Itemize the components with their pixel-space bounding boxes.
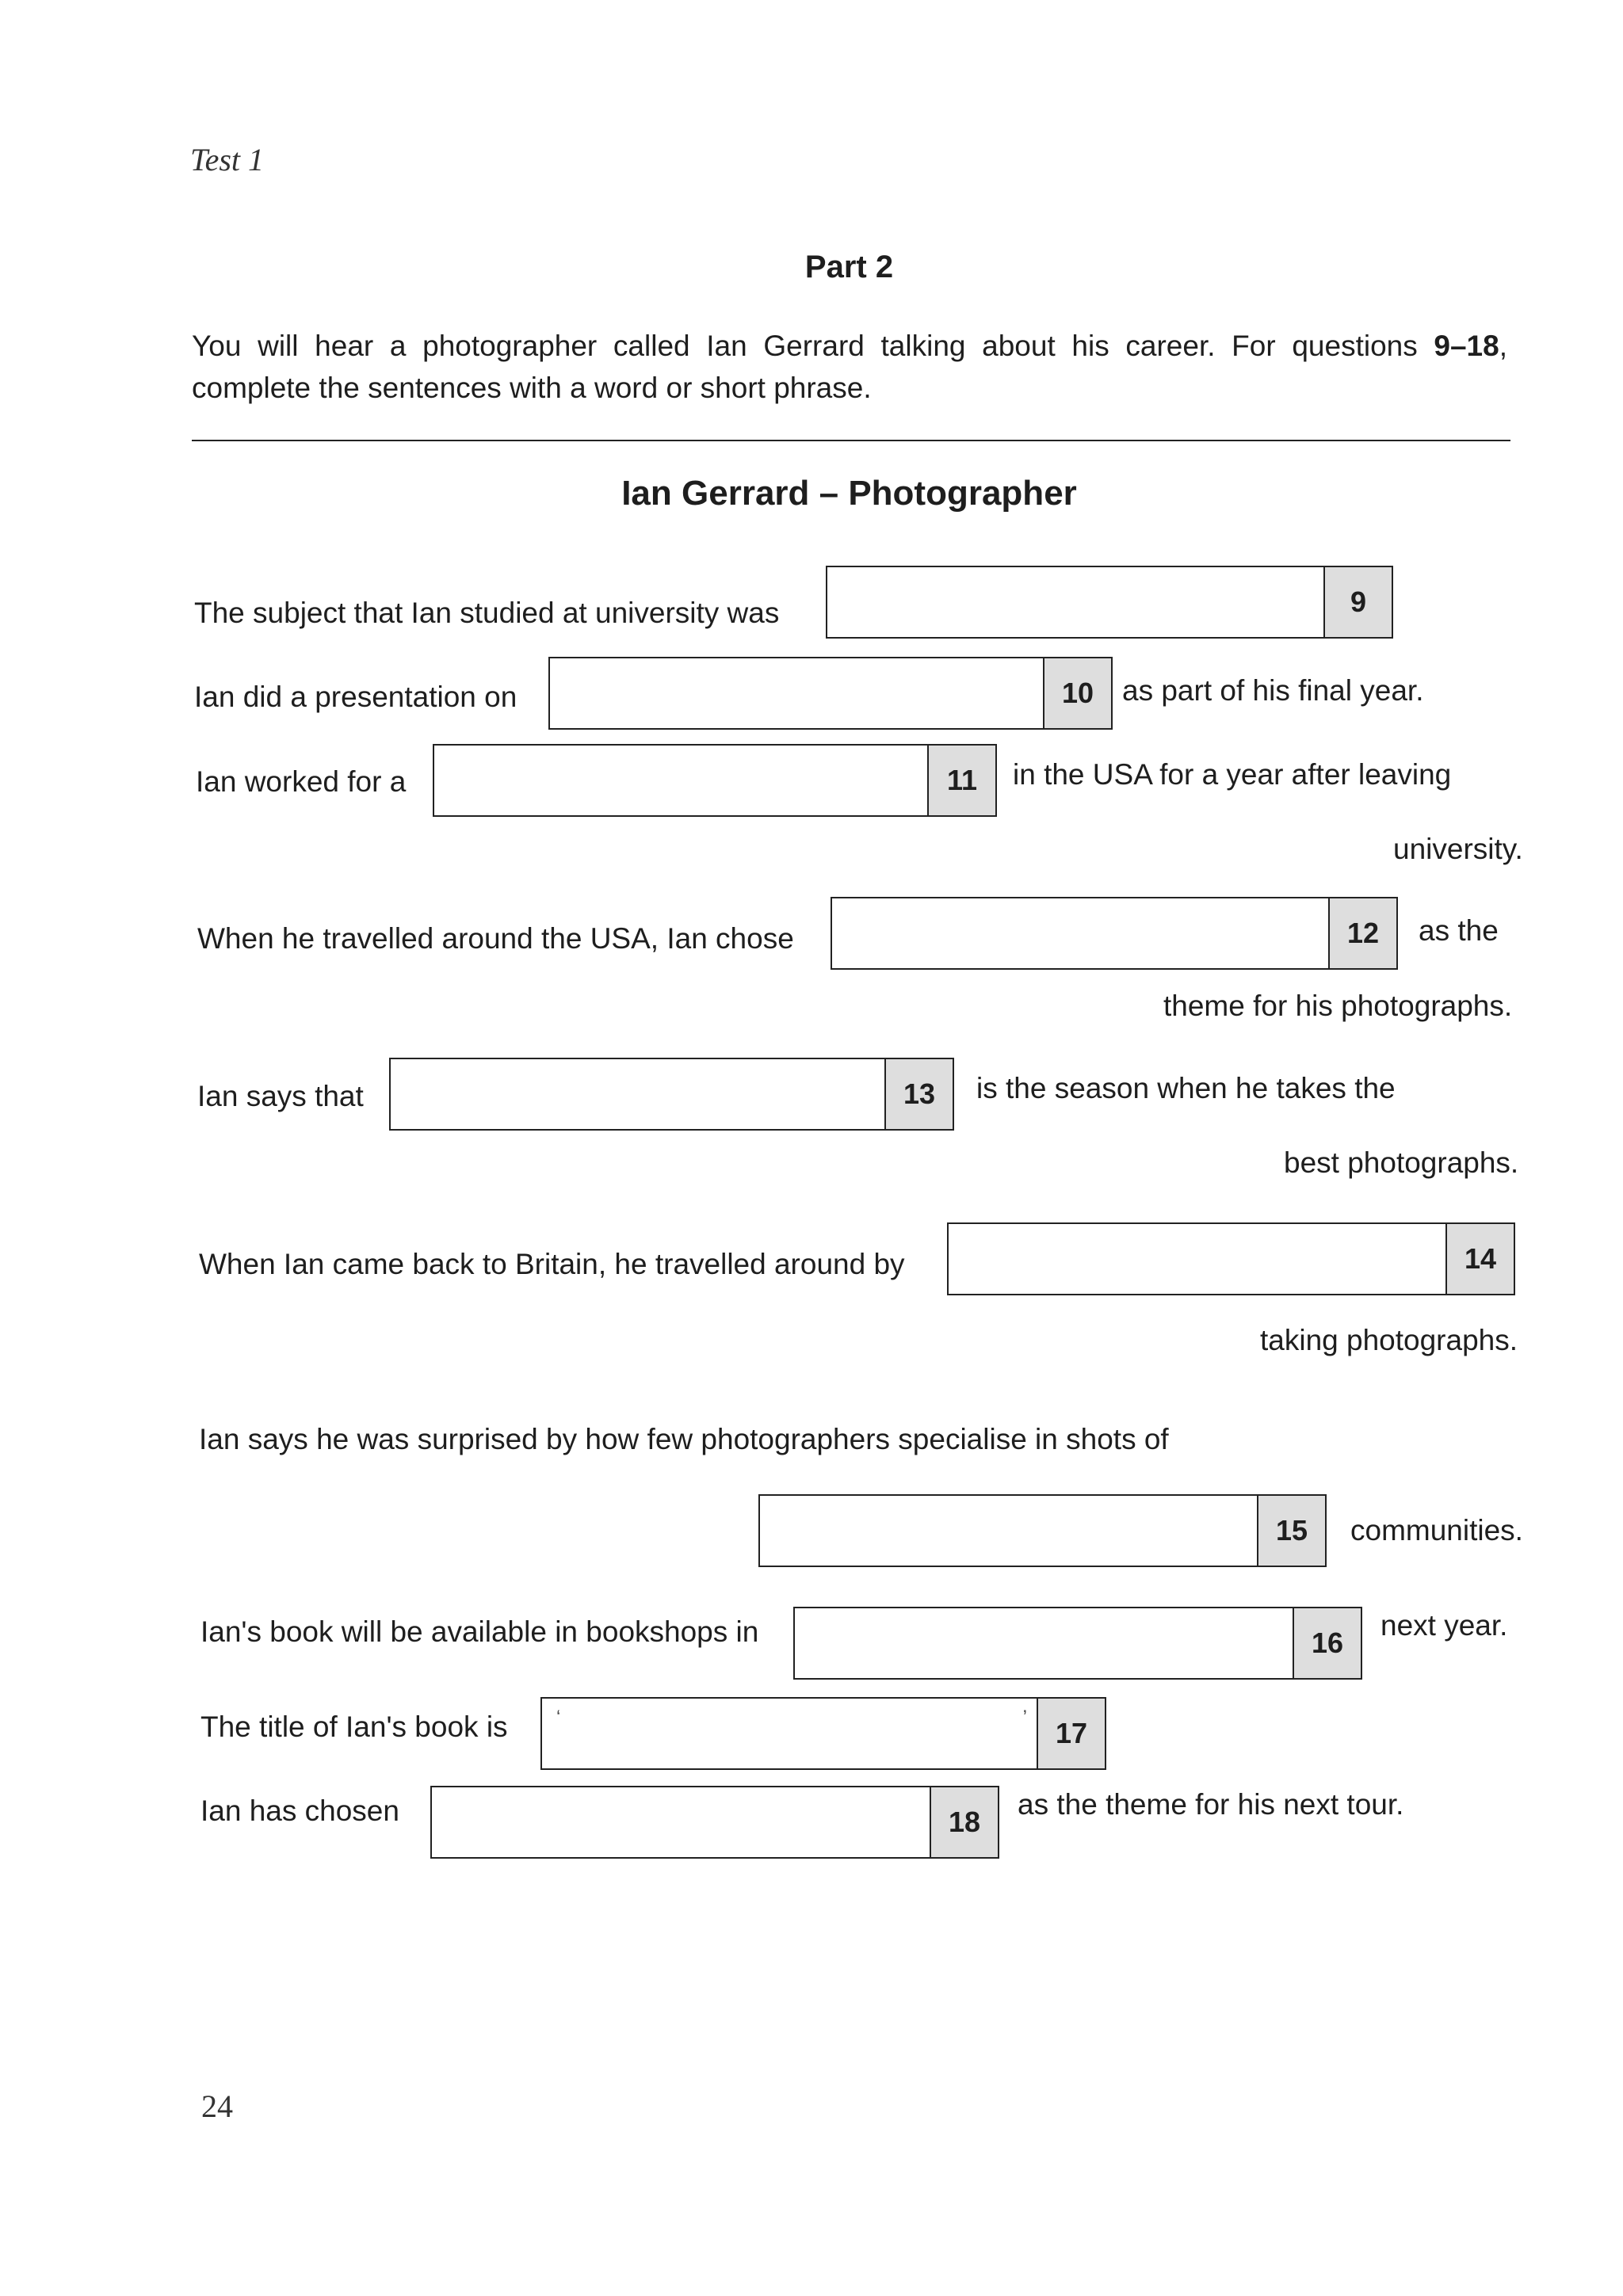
- part-title: Part 2: [804, 250, 894, 284]
- q12-text: When he travelled around the USA, Ian chose: [197, 922, 794, 955]
- q11-text: Ian worked for a: [196, 765, 407, 798]
- q10-text-after: as part of his final year.: [1122, 674, 1424, 707]
- q12-text-after: as the: [1419, 914, 1499, 947]
- q10-number: 10: [1043, 658, 1111, 728]
- instructions-text-end: , complete the sentences with a word or short phrase.: [192, 330, 1507, 404]
- q11-number: 11: [927, 746, 995, 815]
- q17-close-quote: ’: [1022, 1707, 1027, 1728]
- q15-text: Ian says he was surprised by how few photographers specialise in shots of: [199, 1423, 1169, 1455]
- q16-answer-box[interactable]: [793, 1607, 1362, 1680]
- q17-open-quote: ‘: [556, 1707, 561, 1728]
- q14-number: 14: [1445, 1224, 1514, 1294]
- q13-answer-box[interactable]: [389, 1058, 954, 1131]
- q18-number: 18: [930, 1787, 998, 1857]
- q17-text: The title of Ian's book is: [200, 1711, 508, 1743]
- q13-number: 13: [884, 1059, 953, 1129]
- q10-answer-box[interactable]: [548, 657, 1113, 730]
- q13-text: Ian says that: [197, 1080, 364, 1112]
- q13-text-continued: best photographs.: [1284, 1146, 1519, 1179]
- q15-answer-box[interactable]: [758, 1494, 1327, 1567]
- q18-text-after: as the theme for his next tour.: [1018, 1788, 1404, 1821]
- q17-number: 17: [1037, 1699, 1105, 1768]
- q17-answer-box[interactable]: [540, 1697, 1106, 1770]
- q18-answer-box[interactable]: [430, 1786, 999, 1859]
- q16-text: Ian's book will be available in bookshops in: [200, 1615, 759, 1648]
- question-range: 9–18: [1434, 330, 1499, 362]
- q12-text-continued: theme for his photographs.: [1163, 990, 1513, 1022]
- q14-text-continued: taking photographs.: [1260, 1324, 1518, 1356]
- q12-number: 12: [1328, 898, 1396, 968]
- instructions: [192, 325, 1507, 409]
- q16-number: 16: [1293, 1608, 1361, 1678]
- q18-text: Ian has chosen: [200, 1794, 399, 1827]
- q11-text-after: in the USA for a year after leaving: [1013, 758, 1452, 791]
- q15-number: 15: [1257, 1496, 1325, 1566]
- page-header: Test 1: [190, 142, 265, 177]
- q12-answer-box[interactable]: [831, 897, 1398, 970]
- q14-text: When Ian came back to Britain, he travelled around by: [199, 1248, 905, 1280]
- document-title: Ian Gerrard – Photographer: [621, 474, 1077, 513]
- instructions-text: You will hear a photographer called Ian Gerrard talking about his career. For questions: [192, 330, 1434, 362]
- q9-answer-box[interactable]: [826, 566, 1393, 639]
- q13-text-after: is the season when he takes the: [976, 1072, 1396, 1104]
- q11-text-continued: university.: [1393, 833, 1523, 865]
- q14-answer-box[interactable]: [947, 1222, 1515, 1295]
- page-number: 24: [201, 2088, 233, 2124]
- q11-answer-box[interactable]: [433, 744, 997, 817]
- q16-text-after: next year.: [1381, 1609, 1508, 1642]
- q9-number: 9: [1323, 567, 1392, 637]
- q15-text-after: communities.: [1350, 1514, 1523, 1547]
- q9-text: The subject that Ian studied at university was: [194, 597, 780, 629]
- q10-text: Ian did a presentation on: [194, 681, 517, 713]
- divider-line: [192, 440, 1510, 441]
